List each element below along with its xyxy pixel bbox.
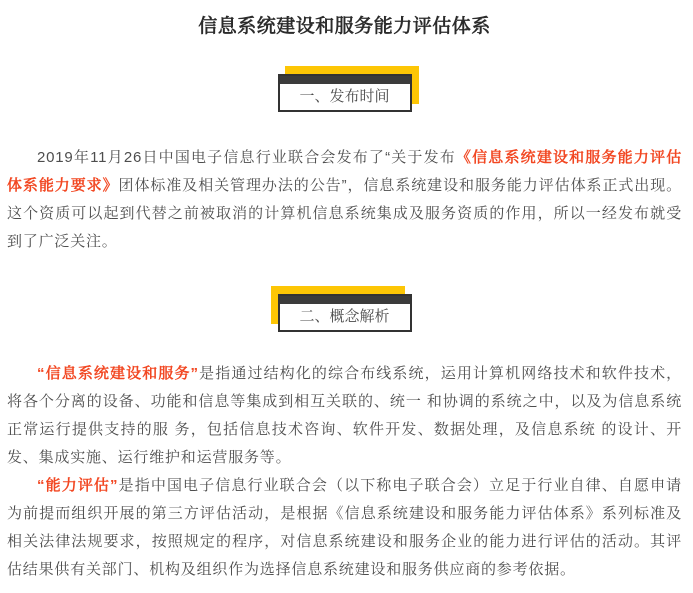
section-badge-label: 二、概念解析: [299, 308, 390, 325]
paragraph-definition-construction-service: [7, 360, 682, 472]
badge-box: [278, 74, 412, 112]
paragraph-text-post: 是指通过结构化的综合布线系统，运用计算机网络技术和软件技术，将各个分离的设备、功能和信息等集成到相互关联的、统一 和协调的系统之中，以及为信息系统正常运行提供支持的服 务，包括信息技术咨询、软件开发、数据处理，及信息系统 的设计、开发、集成实施、运行维护和运营服务等。: [7, 365, 682, 466]
badge-box: [278, 294, 412, 332]
badge-top-bar: [280, 76, 410, 84]
paragraph-text-pre: 2019年11月26日中国电子信息行业联合会发布了“关于发布: [37, 149, 456, 166]
section-badge-release-time: [278, 74, 412, 112]
highlighted-term-capability-assessment: “能力评估”: [37, 477, 119, 494]
highlighted-term-construction-service: “信息系统建设和服务”: [37, 365, 199, 382]
paragraph-definition-capability-assessment: [7, 472, 682, 584]
section-badge-concept-analysis: [278, 294, 412, 332]
article-title: 信息系统建设和服务能力评估体系: [198, 16, 491, 37]
highlighted-standard-title: 《信息系统建设和服务能力评估体系能力要求》: [7, 149, 683, 194]
paragraph-release-time: [7, 144, 682, 256]
section-badge-label: 一、发布时间: [299, 88, 390, 105]
badge-top-bar: [280, 296, 410, 304]
paragraph-text-post: 团体标准及相关管理办法的公告”，信息系统建设和服务能力评估体系正式出现。这个资质可以起到代替之前被取消的计算机信息系统集成及服务资质的作用，所以一经发布就受到了广泛关注。: [7, 177, 682, 250]
paragraph-text-post: 是指中国电子信息行业联合会（以下称电子联合会）立足于行业自律、自愿申请为前提而组织开展的第三方评估活动，是根据《信息系统建设和服务能力评估体系》系列标准及相关法律法规要求，按照规定的程序，对信息系统建设和服务企业的能力进行评估的活动。其评估结果供有关部门、机构及组织作为选择信息系统建设和服务供应商的参考依据。: [7, 477, 682, 578]
